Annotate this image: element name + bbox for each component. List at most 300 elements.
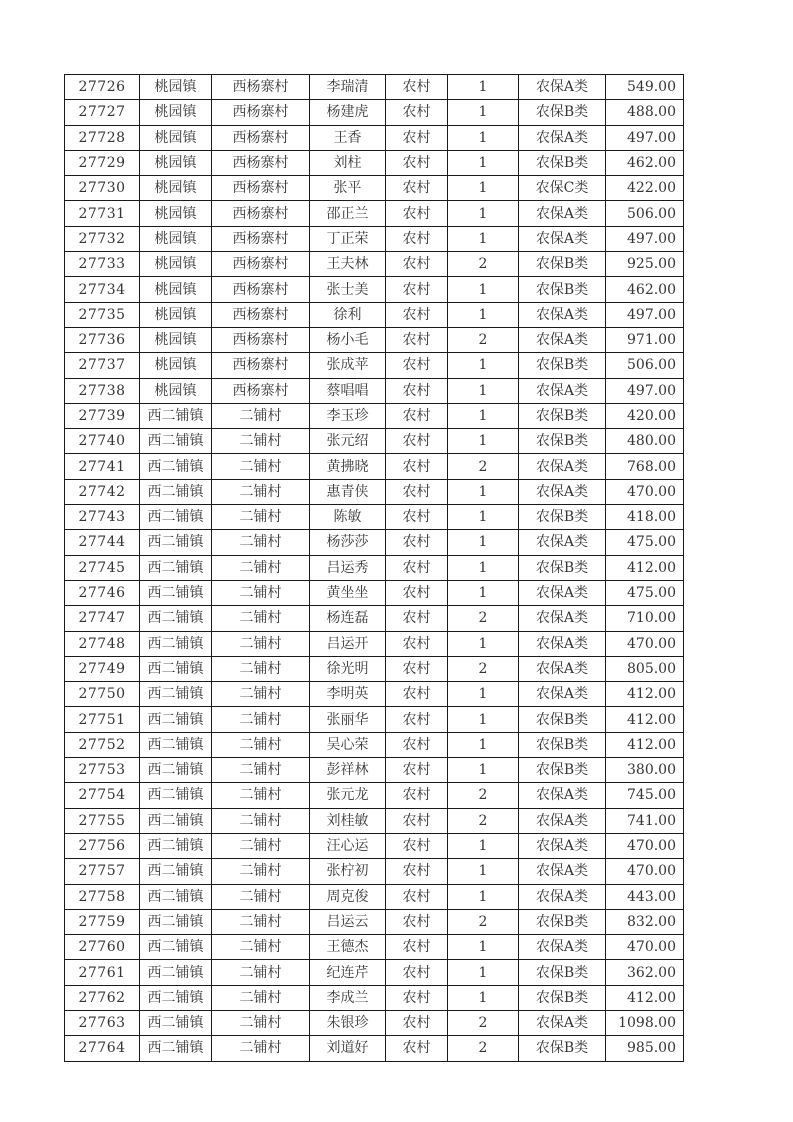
cell-amount: 832.00 (606, 909, 684, 934)
cell-amount: 741.00 (606, 808, 684, 833)
cell-village: 二铺村 (212, 580, 310, 605)
cell-person-count: 2 (448, 606, 519, 631)
cell-name: 王香 (310, 125, 386, 150)
cell-name: 丁正荣 (310, 226, 386, 251)
cell-insurance-category: 农保B类 (519, 555, 606, 580)
cell-residence-type: 农村 (386, 378, 448, 403)
cell-village: 二铺村 (212, 555, 310, 580)
cell-insurance-category: 农保A类 (519, 656, 606, 681)
cell-town: 西二铺镇 (140, 1010, 212, 1035)
cell-residence-type: 农村 (386, 302, 448, 327)
cell-name: 李明英 (310, 682, 386, 707)
cell-id: 27752 (65, 732, 140, 757)
cell-person-count: 1 (448, 75, 519, 100)
cell-id: 27736 (65, 327, 140, 352)
cell-person-count: 1 (448, 530, 519, 555)
table-row (65, 1036, 684, 1061)
cell-name: 李瑞清 (310, 75, 386, 100)
cell-village: 二铺村 (212, 758, 310, 783)
cell-insurance-category: 农保A类 (519, 631, 606, 656)
cell-id: 27730 (65, 176, 140, 201)
cell-amount: 497.00 (606, 125, 684, 150)
cell-amount: 470.00 (606, 833, 684, 858)
cell-person-count: 1 (448, 302, 519, 327)
cell-person-count: 1 (448, 833, 519, 858)
cell-village: 西杨寨村 (212, 75, 310, 100)
cell-village: 二铺村 (212, 403, 310, 428)
cell-id: 27733 (65, 252, 140, 277)
cell-village: 二铺村 (212, 505, 310, 530)
cell-town: 西二铺镇 (140, 732, 212, 757)
table-row (65, 327, 684, 352)
cell-amount: 497.00 (606, 302, 684, 327)
cell-village: 西杨寨村 (212, 353, 310, 378)
cell-residence-type: 农村 (386, 656, 448, 681)
table-row (65, 859, 684, 884)
cell-insurance-category: 农保B类 (519, 429, 606, 454)
cell-residence-type: 农村 (386, 707, 448, 732)
cell-town: 西二铺镇 (140, 985, 212, 1010)
cell-name: 杨小毛 (310, 327, 386, 352)
cell-name: 李玉珍 (310, 403, 386, 428)
cell-residence-type: 农村 (386, 479, 448, 504)
cell-town: 桃园镇 (140, 75, 212, 100)
cell-residence-type: 农村 (386, 150, 448, 175)
cell-id: 27753 (65, 758, 140, 783)
cell-town: 桃园镇 (140, 252, 212, 277)
cell-name: 张平 (310, 176, 386, 201)
cell-residence-type: 农村 (386, 403, 448, 428)
cell-town: 西二铺镇 (140, 833, 212, 858)
cell-name: 黄拂晓 (310, 454, 386, 479)
cell-id: 27764 (65, 1036, 140, 1061)
cell-town: 西二铺镇 (140, 859, 212, 884)
cell-amount: 362.00 (606, 960, 684, 985)
cell-village: 二铺村 (212, 960, 310, 985)
cell-insurance-category: 农保A类 (519, 75, 606, 100)
cell-residence-type: 农村 (386, 808, 448, 833)
cell-person-count: 1 (448, 226, 519, 251)
table-row (65, 378, 684, 403)
cell-id: 27762 (65, 985, 140, 1010)
cell-residence-type: 农村 (386, 960, 448, 985)
cell-residence-type: 农村 (386, 226, 448, 251)
table-row (65, 580, 684, 605)
cell-name: 张丽华 (310, 707, 386, 732)
cell-amount: 710.00 (606, 606, 684, 631)
cell-insurance-category: 农保A类 (519, 201, 606, 226)
cell-village: 二铺村 (212, 783, 310, 808)
table-row (65, 479, 684, 504)
cell-town: 西二铺镇 (140, 454, 212, 479)
cell-amount: 925.00 (606, 252, 684, 277)
cell-village: 二铺村 (212, 682, 310, 707)
cell-id: 27750 (65, 682, 140, 707)
cell-village: 西杨寨村 (212, 176, 310, 201)
cell-person-count: 1 (448, 378, 519, 403)
cell-id: 27740 (65, 429, 140, 454)
cell-name: 彭祥林 (310, 758, 386, 783)
cell-amount: 470.00 (606, 479, 684, 504)
cell-town: 西二铺镇 (140, 758, 212, 783)
cell-name: 吕运开 (310, 631, 386, 656)
table-row (65, 226, 684, 251)
cell-residence-type: 农村 (386, 353, 448, 378)
cell-amount: 497.00 (606, 378, 684, 403)
cell-insurance-category: 农保A类 (519, 935, 606, 960)
cell-person-count: 2 (448, 656, 519, 681)
table-row (65, 783, 684, 808)
cell-residence-type: 农村 (386, 1036, 448, 1061)
cell-insurance-category: 农保A类 (519, 1010, 606, 1035)
cell-insurance-category: 农保A类 (519, 454, 606, 479)
cell-insurance-category: 农保A类 (519, 833, 606, 858)
cell-insurance-category: 农保A类 (519, 302, 606, 327)
cell-town: 西二铺镇 (140, 783, 212, 808)
cell-person-count: 1 (448, 884, 519, 909)
cell-name: 陈敏 (310, 505, 386, 530)
cell-name: 张柠初 (310, 859, 386, 884)
cell-amount: 805.00 (606, 656, 684, 681)
cell-person-count: 1 (448, 732, 519, 757)
cell-residence-type: 农村 (386, 859, 448, 884)
cell-residence-type: 农村 (386, 758, 448, 783)
cell-person-count: 1 (448, 707, 519, 732)
cell-insurance-category: 农保B类 (519, 758, 606, 783)
cell-residence-type: 农村 (386, 884, 448, 909)
cell-village: 西杨寨村 (212, 201, 310, 226)
cell-person-count: 1 (448, 985, 519, 1010)
cell-amount: 985.00 (606, 1036, 684, 1061)
cell-insurance-category: 农保A类 (519, 125, 606, 150)
cell-id: 27760 (65, 935, 140, 960)
cell-town: 西二铺镇 (140, 884, 212, 909)
cell-person-count: 2 (448, 252, 519, 277)
cell-insurance-category: 农保B类 (519, 960, 606, 985)
cell-name: 吕运秀 (310, 555, 386, 580)
cell-id: 27747 (65, 606, 140, 631)
cell-person-count: 1 (448, 201, 519, 226)
table-row (65, 176, 684, 201)
cell-town: 桃园镇 (140, 226, 212, 251)
cell-village: 二铺村 (212, 808, 310, 833)
cell-id: 27731 (65, 201, 140, 226)
cell-amount: 420.00 (606, 403, 684, 428)
cell-town: 桃园镇 (140, 100, 212, 125)
cell-town: 西二铺镇 (140, 960, 212, 985)
cell-amount: 412.00 (606, 682, 684, 707)
cell-town: 西二铺镇 (140, 1036, 212, 1061)
cell-residence-type: 农村 (386, 75, 448, 100)
cell-person-count: 2 (448, 808, 519, 833)
cell-person-count: 1 (448, 150, 519, 175)
cell-insurance-category: 农保A类 (519, 580, 606, 605)
cell-insurance-category: 农保A类 (519, 479, 606, 504)
cell-name: 邵正兰 (310, 201, 386, 226)
cell-insurance-category: 农保B类 (519, 150, 606, 175)
table-row (65, 150, 684, 175)
cell-id: 27726 (65, 75, 140, 100)
cell-amount: 462.00 (606, 277, 684, 302)
cell-amount: 497.00 (606, 226, 684, 251)
cell-village: 二铺村 (212, 1010, 310, 1035)
cell-amount: 549.00 (606, 75, 684, 100)
cell-id: 27758 (65, 884, 140, 909)
cell-insurance-category: 农保C类 (519, 176, 606, 201)
table-row (65, 732, 684, 757)
table-row (65, 403, 684, 428)
cell-village: 二铺村 (212, 454, 310, 479)
cell-name: 王德杰 (310, 935, 386, 960)
cell-person-count: 2 (448, 327, 519, 352)
cell-amount: 412.00 (606, 555, 684, 580)
cell-insurance-category: 农保A类 (519, 226, 606, 251)
cell-town: 桃园镇 (140, 201, 212, 226)
cell-id: 27748 (65, 631, 140, 656)
cell-name: 吴心荣 (310, 732, 386, 757)
cell-amount: 422.00 (606, 176, 684, 201)
cell-amount: 470.00 (606, 631, 684, 656)
cell-amount: 506.00 (606, 201, 684, 226)
cell-town: 西二铺镇 (140, 606, 212, 631)
cell-amount: 412.00 (606, 985, 684, 1010)
table-row (65, 429, 684, 454)
cell-insurance-category: 农保A类 (519, 808, 606, 833)
table-row (65, 1010, 684, 1035)
cell-name: 朱银珍 (310, 1010, 386, 1035)
cell-insurance-category: 农保A类 (519, 884, 606, 909)
cell-id: 27734 (65, 277, 140, 302)
cell-village: 二铺村 (212, 859, 310, 884)
table-row (65, 125, 684, 150)
cell-id: 27745 (65, 555, 140, 580)
cell-town: 西二铺镇 (140, 403, 212, 428)
cell-insurance-category: 农保B类 (519, 909, 606, 934)
cell-name: 纪连芹 (310, 960, 386, 985)
table-row (65, 277, 684, 302)
cell-insurance-category: 农保B类 (519, 277, 606, 302)
cell-residence-type: 农村 (386, 176, 448, 201)
cell-village: 二铺村 (212, 631, 310, 656)
cell-id: 27749 (65, 656, 140, 681)
cell-amount: 488.00 (606, 100, 684, 125)
cell-insurance-category: 农保B类 (519, 505, 606, 530)
table-row (65, 530, 684, 555)
cell-town: 桃园镇 (140, 353, 212, 378)
cell-insurance-category: 农保B类 (519, 353, 606, 378)
cell-residence-type: 农村 (386, 252, 448, 277)
cell-village: 二铺村 (212, 656, 310, 681)
cell-village: 西杨寨村 (212, 226, 310, 251)
cell-name: 杨连磊 (310, 606, 386, 631)
cell-insurance-category: 农保A类 (519, 327, 606, 352)
cell-id: 27763 (65, 1010, 140, 1035)
cell-amount: 380.00 (606, 758, 684, 783)
cell-person-count: 1 (448, 277, 519, 302)
table-row (65, 353, 684, 378)
cell-person-count: 1 (448, 429, 519, 454)
cell-insurance-category: 农保A类 (519, 859, 606, 884)
cell-town: 西二铺镇 (140, 656, 212, 681)
table-row (65, 960, 684, 985)
cell-name: 刘道好 (310, 1036, 386, 1061)
cell-residence-type: 农村 (386, 580, 448, 605)
table-row (65, 758, 684, 783)
cell-name: 周克俊 (310, 884, 386, 909)
cell-name: 徐光明 (310, 656, 386, 681)
cell-town: 西二铺镇 (140, 909, 212, 934)
cell-id: 27729 (65, 150, 140, 175)
cell-town: 西二铺镇 (140, 580, 212, 605)
cell-town: 西二铺镇 (140, 707, 212, 732)
cell-town: 西二铺镇 (140, 429, 212, 454)
cell-village: 二铺村 (212, 985, 310, 1010)
cell-name: 黄坐坐 (310, 580, 386, 605)
cell-village: 西杨寨村 (212, 150, 310, 175)
cell-residence-type: 农村 (386, 935, 448, 960)
cell-village: 西杨寨村 (212, 277, 310, 302)
cell-village: 二铺村 (212, 1036, 310, 1061)
table-row (65, 682, 684, 707)
cell-town: 桃园镇 (140, 277, 212, 302)
cell-residence-type: 农村 (386, 530, 448, 555)
cell-amount: 1098.00 (606, 1010, 684, 1035)
cell-id: 27737 (65, 353, 140, 378)
cell-insurance-category: 农保B类 (519, 403, 606, 428)
cell-village: 二铺村 (212, 909, 310, 934)
cell-residence-type: 农村 (386, 429, 448, 454)
cell-village: 西杨寨村 (212, 302, 310, 327)
cell-town: 西二铺镇 (140, 631, 212, 656)
table-row (65, 985, 684, 1010)
cell-residence-type: 农村 (386, 732, 448, 757)
cell-person-count: 1 (448, 176, 519, 201)
cell-residence-type: 农村 (386, 833, 448, 858)
cell-town: 西二铺镇 (140, 808, 212, 833)
cell-id: 27746 (65, 580, 140, 605)
cell-id: 27755 (65, 808, 140, 833)
cell-village: 西杨寨村 (212, 252, 310, 277)
cell-person-count: 2 (448, 1036, 519, 1061)
table-row (65, 935, 684, 960)
cell-village: 二铺村 (212, 732, 310, 757)
table-row (65, 631, 684, 656)
cell-insurance-category: 农保B类 (519, 707, 606, 732)
cell-insurance-category: 农保A类 (519, 682, 606, 707)
cell-residence-type: 农村 (386, 909, 448, 934)
cell-residence-type: 农村 (386, 201, 448, 226)
cell-insurance-category: 农保B类 (519, 732, 606, 757)
cell-amount: 443.00 (606, 884, 684, 909)
cell-name: 李成兰 (310, 985, 386, 1010)
cell-name: 张元绍 (310, 429, 386, 454)
cell-town: 桃园镇 (140, 378, 212, 403)
cell-town: 西二铺镇 (140, 682, 212, 707)
cell-id: 27728 (65, 125, 140, 150)
cell-id: 27739 (65, 403, 140, 428)
cell-person-count: 1 (448, 100, 519, 125)
cell-insurance-category: 农保B类 (519, 252, 606, 277)
pension-roster-body (65, 75, 684, 1062)
cell-town: 西二铺镇 (140, 935, 212, 960)
cell-name: 惠青侠 (310, 479, 386, 504)
cell-name: 张成苹 (310, 353, 386, 378)
cell-name: 蔡唱唱 (310, 378, 386, 403)
cell-insurance-category: 农保A类 (519, 530, 606, 555)
cell-name: 杨莎莎 (310, 530, 386, 555)
cell-residence-type: 农村 (386, 682, 448, 707)
cell-residence-type: 农村 (386, 277, 448, 302)
cell-amount: 412.00 (606, 732, 684, 757)
cell-village: 二铺村 (212, 935, 310, 960)
cell-id: 27757 (65, 859, 140, 884)
table-row (65, 505, 684, 530)
cell-amount: 470.00 (606, 859, 684, 884)
cell-name: 杨建虎 (310, 100, 386, 125)
cell-amount: 470.00 (606, 935, 684, 960)
cell-id: 27727 (65, 100, 140, 125)
cell-id: 27732 (65, 226, 140, 251)
cell-person-count: 1 (448, 631, 519, 656)
cell-name: 吕运云 (310, 909, 386, 934)
cell-town: 桃园镇 (140, 327, 212, 352)
cell-person-count: 1 (448, 125, 519, 150)
cell-town: 西二铺镇 (140, 555, 212, 580)
cell-residence-type: 农村 (386, 606, 448, 631)
table-row (65, 252, 684, 277)
table-row (65, 454, 684, 479)
cell-residence-type: 农村 (386, 125, 448, 150)
cell-insurance-category: 农保A类 (519, 378, 606, 403)
table-row (65, 606, 684, 631)
cell-village: 西杨寨村 (212, 100, 310, 125)
table-row (65, 707, 684, 732)
cell-residence-type: 农村 (386, 631, 448, 656)
table-row (65, 833, 684, 858)
cell-town: 西二铺镇 (140, 479, 212, 504)
table-row (65, 656, 684, 681)
cell-village: 西杨寨村 (212, 378, 310, 403)
cell-id: 27756 (65, 833, 140, 858)
cell-town: 西二铺镇 (140, 505, 212, 530)
cell-amount: 506.00 (606, 353, 684, 378)
cell-id: 27742 (65, 479, 140, 504)
cell-name: 张士美 (310, 277, 386, 302)
cell-insurance-category: 农保B类 (519, 100, 606, 125)
cell-person-count: 1 (448, 758, 519, 783)
cell-person-count: 2 (448, 454, 519, 479)
cell-amount: 768.00 (606, 454, 684, 479)
cell-town: 桃园镇 (140, 176, 212, 201)
cell-amount: 462.00 (606, 150, 684, 175)
cell-village: 二铺村 (212, 707, 310, 732)
cell-name: 刘桂敏 (310, 808, 386, 833)
cell-person-count: 1 (448, 960, 519, 985)
cell-id: 27741 (65, 454, 140, 479)
cell-person-count: 1 (448, 403, 519, 428)
table-row (65, 100, 684, 125)
pension-roster-table (64, 74, 684, 1062)
cell-village: 二铺村 (212, 606, 310, 631)
cell-insurance-category: 农保B类 (519, 1036, 606, 1061)
table-row (65, 884, 684, 909)
cell-amount: 475.00 (606, 530, 684, 555)
cell-person-count: 1 (448, 505, 519, 530)
cell-person-count: 1 (448, 353, 519, 378)
cell-id: 27759 (65, 909, 140, 934)
cell-village: 西杨寨村 (212, 327, 310, 352)
cell-town: 桃园镇 (140, 125, 212, 150)
